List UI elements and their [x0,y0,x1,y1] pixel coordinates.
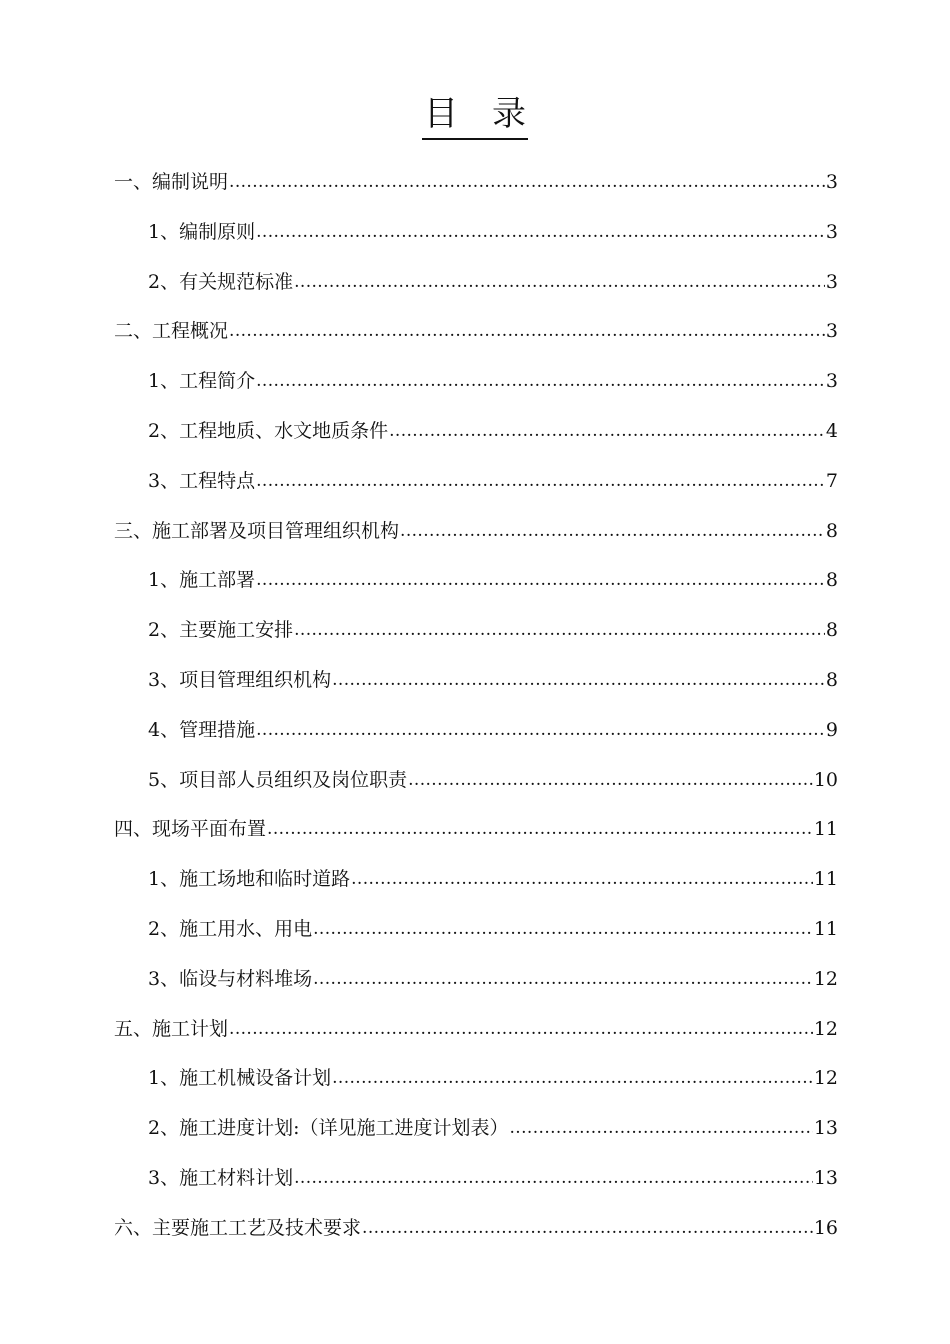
toc-entry-page-number: 11 [813,917,838,940]
toc-entry-page-number: 13 [813,1117,838,1140]
toc-entry-label: 3、项目管理组织机构 [148,668,332,691]
toc-entry-page-number: 3 [825,320,838,343]
toc-dot-leader [351,854,813,905]
toc-entry-label: 五、施工计划 [114,1017,229,1040]
toc-entry-page-number: 8 [825,668,838,691]
toc-entry-label: 二、工程概况 [114,320,229,343]
toc-entry-page-number: 8 [825,619,838,642]
toc-dot-leader [256,705,825,756]
toc-entry-label: 1、施工机械设备计划 [148,1067,332,1090]
toc-entry-label: 3、工程特点 [148,469,256,492]
toc-dot-leader [267,804,813,855]
toc-entry[interactable] [114,1005,838,1055]
toc-entry-label: 一、编制说明 [114,171,229,193]
toc-entry-label: 2、工程地质、水文地质条件 [148,419,389,442]
toc-title-text: 目 录 [422,92,528,140]
toc-entry-page-number: 8 [825,569,838,592]
toc-entry[interactable] [114,407,838,457]
toc-entry-label: 1、施工部署 [148,569,256,592]
toc-dot-leader [400,506,825,557]
toc-dot-leader [294,257,825,308]
toc-entry[interactable] [114,855,838,905]
toc-entry-label: 3、施工材料计划 [148,1166,294,1189]
toc-entry-page-number: 13 [813,1166,838,1189]
toc-entry-page-number: 10 [813,768,838,791]
toc-entry-page-number: 9 [825,718,838,741]
toc-dot-leader [362,1203,813,1254]
toc-entry-label: 1、工程简介 [148,370,256,393]
toc-dot-leader [256,555,825,606]
toc-entry-label: 1、编制原则 [148,220,256,243]
toc-entry-page-number: 4 [825,419,838,442]
toc-dot-leader [510,1103,813,1154]
toc-entry[interactable] [114,1204,838,1254]
toc-entry-label: 1、施工场地和临时道路 [148,868,351,891]
toc-entry[interactable] [114,1054,838,1104]
toc-entry[interactable] [114,606,838,656]
toc-entry-page-number: 12 [813,1067,838,1090]
toc-entry[interactable] [114,507,838,557]
toc-entry[interactable] [114,756,838,806]
toc-entry[interactable] [114,307,838,357]
toc-entry-page-number: 3 [825,220,838,243]
toc-entry[interactable] [114,656,838,706]
toc-entry-label: 2、主要施工安排 [148,619,294,642]
toc-dot-leader [256,356,825,407]
toc-entry-label: 2、施工进度计划:（详见施工进度计划表） [148,1117,509,1140]
toc-entry[interactable] [114,357,838,407]
toc-entry-page-number: 12 [813,967,838,990]
toc-entry-label: 3、临设与材料堆场 [148,967,313,990]
toc-entry[interactable] [114,1154,838,1204]
toc-dot-leader [389,406,825,457]
toc-entry[interactable] [114,1104,838,1154]
toc-entry[interactable] [114,955,838,1005]
toc-entry[interactable] [114,706,838,756]
toc-dot-leader [332,1053,813,1104]
toc-entry[interactable] [114,805,838,855]
toc-dot-leader [408,755,813,806]
toc-entry[interactable] [114,258,838,308]
toc-entry-label: 六、主要施工工艺及技术要求 [114,1216,362,1239]
toc-entry-page-number: 3 [825,171,838,193]
toc-entry-page-number: 11 [813,818,838,841]
toc-dot-leader [313,904,813,955]
toc-dot-leader [256,456,825,507]
toc-entry-page-number: 3 [825,370,838,393]
toc-dot-leader [256,207,825,258]
toc-dot-leader [313,954,813,1005]
toc-entry-page-number: 11 [813,868,838,891]
toc-entry-label: 5、项目部人员组织及岗位职责 [148,768,408,791]
toc-entry-page-number: 3 [825,270,838,293]
toc-entry-label: 2、有关规范标准 [148,270,294,293]
toc-dot-leader [332,655,825,706]
toc-entry[interactable] [114,457,838,507]
toc-entry-page-number: 7 [825,469,838,492]
toc-entry[interactable] [114,158,838,208]
toc-dot-leader [229,157,825,208]
toc-entry-page-number: 12 [813,1017,838,1040]
toc-list [114,158,838,1254]
toc-entry-page-number: 8 [825,519,838,542]
toc-title [0,92,950,140]
toc-entry[interactable] [114,556,838,606]
toc-entry[interactable] [114,208,838,258]
toc-dot-leader [294,605,825,656]
toc-entry-label: 2、施工用水、用电 [148,917,313,940]
toc-entry-page-number: 16 [813,1216,838,1239]
toc-entry-label: 4、管理措施 [148,718,256,741]
toc-entry-label: 四、现场平面布置 [114,818,267,841]
toc-dot-leader [294,1153,813,1204]
toc-entry[interactable] [114,905,838,955]
toc-dot-leader [229,1004,813,1055]
toc-dot-leader [229,306,825,357]
toc-entry-label: 三、施工部署及项目管理组织机构 [114,519,400,542]
